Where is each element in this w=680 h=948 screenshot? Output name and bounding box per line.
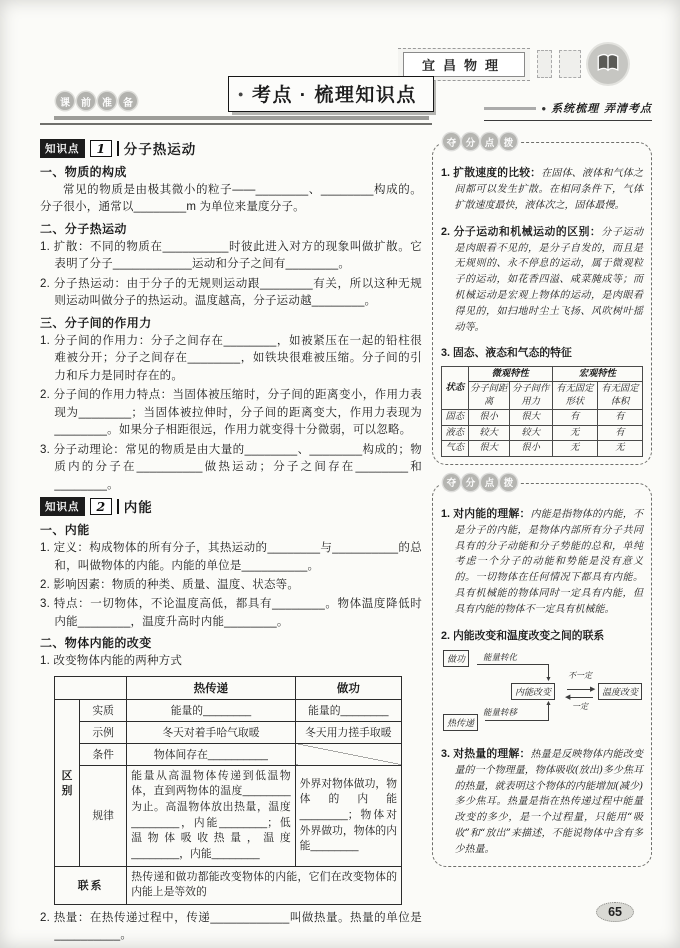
filmstrip-segment	[559, 50, 581, 78]
page-number: 65	[596, 902, 634, 922]
knowledge-point-2-header	[40, 496, 422, 516]
cell-state: 气态	[442, 441, 469, 457]
row-group-label: 区别	[55, 699, 80, 866]
knowledge-point-number: 1	[90, 140, 113, 157]
tip-lead: 2. 分子运动和机械运动的区别：	[441, 225, 602, 238]
knowledge-point-badge: 知识点	[40, 139, 85, 158]
state-table-header-state: 状态	[442, 366, 469, 410]
cell-example-work: 冬天用力搓手取暖	[295, 721, 401, 743]
row-label-condition: 条件	[80, 743, 127, 765]
bullet-icon: ●	[238, 88, 245, 99]
page-subtitle: 系统梳理 弄清考点	[551, 102, 652, 115]
diagram-box-temperature-change: 温度改变	[598, 683, 642, 700]
badge-char-circle: 点	[481, 133, 498, 150]
cell-shape: 无	[552, 441, 597, 457]
page-subtitle-row	[484, 100, 652, 121]
cell-state: 液态	[442, 425, 469, 441]
tip-item	[441, 746, 643, 858]
logo-char-circle: 备	[119, 92, 137, 110]
cell-essence-work: 能量的________	[295, 699, 401, 721]
knowledge-point-number: 2	[90, 498, 113, 515]
decor-line-thin	[40, 123, 432, 125]
column-header-heat-transfer: 热传递	[127, 676, 295, 699]
badge-char-circle: 分	[462, 474, 479, 491]
connector-line	[567, 697, 593, 698]
sidebar-column	[432, 136, 652, 918]
state-table-header-volume: 有无固定体积	[597, 382, 642, 410]
tips-badge	[440, 133, 520, 150]
cell-distance: 很大	[468, 441, 509, 457]
decor-dash-line	[484, 107, 536, 110]
logo-char-circle: 准	[98, 92, 116, 110]
knowledge-point-1-header	[40, 138, 422, 158]
tips-box-molecular-motion	[432, 137, 652, 465]
knowledge-point-title: 分子热运动	[123, 142, 197, 157]
section-heading: 二、分子热运动	[40, 221, 127, 236]
list-item: 3. 分子动理论：常见的物质是由大量的________、________构成的；物质内的分子在__________做热运动；分子之间存在________和________。	[40, 443, 422, 491]
cell-distance: 较大	[468, 425, 509, 441]
diagram-label-energy-conversion: 能量转化	[483, 652, 518, 663]
list-item: 2. 分子热运动：由于分子的无规则运动跟________有关，所以这种无规则运动叫做分子的热运动。温度越高，分子运动越________。	[40, 277, 422, 308]
tip-text: 热量是反映物体内能改变量的一个物理量，物体吸收(放出)多少焦耳的热量，就表明这个物体的内能增加(减少)多少焦耳。热量是指在热传递过程中能量改变的多少，是一个过程量，只能用“吸收”和“放出”来描述，不能说物体中含有多少热量。	[454, 748, 643, 855]
diagram-label-certainly: 一定	[572, 701, 588, 711]
logo-char-circle: 课	[56, 92, 74, 110]
section-heading: 一、内能	[40, 523, 90, 538]
tip-lead: 1. 对内能的理解：	[441, 507, 531, 520]
page-title: 考点 · 梳理知识点	[251, 85, 417, 106]
decor-line-thick	[54, 116, 429, 120]
state-table-header-micro: 微观特性	[468, 366, 552, 382]
row-label-relation: 联系	[55, 866, 127, 904]
state-table-header-macro: 宏观特性	[552, 366, 642, 382]
list-item: 3. 特点：一切物体，不论温度高低，都具有________。物体温度降低时内能________，温度升高时内能________。	[40, 598, 422, 628]
cell-force: 较大	[509, 425, 552, 441]
tip-lead: 3. 固态、液态和气态的特征	[441, 347, 572, 360]
cell-volume: 有	[597, 410, 642, 426]
row-label-essence: 实质	[80, 699, 127, 721]
states-of-matter-table	[441, 366, 643, 457]
cell-force: 很大	[509, 410, 552, 426]
tip-item	[441, 506, 643, 618]
cell-volume: 有	[597, 425, 642, 441]
content-area	[40, 136, 652, 942]
divider	[117, 141, 119, 156]
table-row	[442, 441, 643, 457]
tip-lead: 3. 对热量的理解：	[441, 747, 531, 760]
tip-text: 分子运动是肉眼看不见的，是分子自发的，而且是无规则的、永不停息的运动，属于微观粒子的运动，如花香四溢、咸菜腌成等；而机械运动是宏观上物体的运动，是肉眼看得见的，如扫地时尘土飞扬、风吹树叶摇动等。	[454, 226, 643, 333]
list-item: 2. 热量：在热传递过程中，传递____________叫做热量。热量的单位是__________。	[40, 911, 422, 942]
cell-state: 固态	[442, 410, 469, 426]
cell-law-heat: 能量从高温物体传递到低温物体，直到两物体的温度________为止。高温物体放出热量，温度________，内能________；低温物体吸收热量，温度________，内能________	[127, 765, 295, 866]
divider	[117, 499, 119, 514]
arrow-right-icon: ▶	[590, 685, 596, 693]
brand-label: 宜昌物理	[403, 52, 525, 77]
badge-char-circle: 分	[462, 133, 479, 150]
cell-example-heat: 冬天对着手哈气取暖	[127, 721, 295, 743]
badge-char-circle: 拨	[500, 133, 517, 150]
tip-text: 在固体、液体和气体之间都可以发生扩散。在相同条件下，气体扩散速度最快，液体次之，固体最慢。	[454, 168, 643, 211]
connector-line	[477, 664, 549, 665]
state-table-header-shape: 有无固定形状	[552, 382, 597, 410]
state-table-header-force: 分子间作用力	[509, 382, 552, 410]
column-header-work: 做功	[295, 676, 401, 699]
diagram-label-energy-transfer: 能量转移	[483, 707, 518, 718]
badge-char-circle: 拨	[500, 474, 517, 491]
lesson-stage-logo	[56, 92, 137, 110]
logo-char-circle: 前	[77, 92, 95, 110]
cell-essence-heat: 能量的________	[127, 699, 295, 721]
section-heading: 三、分子间的作用力	[40, 315, 152, 330]
cell-condition-heat: 物体间存在__________	[127, 743, 295, 765]
diagram-box-work: 做功	[443, 650, 469, 667]
row-label-example: 示例	[80, 721, 127, 743]
tip-lead: 2. 内能改变和温度改变之间的联系	[441, 629, 605, 642]
cell-force: 很小	[509, 441, 552, 457]
cell-shape: 无	[552, 425, 597, 441]
book-icon	[588, 44, 628, 84]
tips-box-internal-energy	[432, 478, 652, 867]
list-item: 1. 定义：构成物体的所有分子，其热运动的________与__________的总和，叫做物体的内能。内能的单位是__________。	[40, 542, 422, 572]
tip-item	[441, 165, 643, 214]
internal-energy-comparison-table	[54, 676, 402, 905]
badge-char-circle: 点	[481, 474, 498, 491]
diagram-box-heat-transfer: 热传递	[443, 714, 478, 731]
table-corner-cell	[55, 676, 127, 699]
list-item: 2. 影响因素：物质的种类、质量、温度、状态等。	[40, 578, 300, 591]
cell-condition-work-empty	[295, 743, 401, 765]
main-column	[40, 136, 422, 942]
section-heading: 二、物体内能的改变	[40, 636, 152, 651]
list-item: 1. 扩散：不同的物质在__________时彼此进入对方的现象叫做扩散。它表明了分子____________运动和分子之间有________。	[40, 240, 422, 271]
section-heading: 一、物质的构成	[40, 165, 127, 179]
list-item: 2. 分子间的作用力特点：当固体被压缩时，分子间的距离变小，作用力表现为________；当固体被拉伸时，分子间的距离变大，作用力表现为________。如果分子相距很远，作用力就变得十分微弱，可以忽略。	[40, 389, 422, 437]
diagram-box-internal-energy-change: 内能改变	[511, 683, 555, 700]
row-label-law: 规律	[80, 765, 127, 866]
cell-relation: 热传递和做功都能改变物体的内能，它们在改变物体的内能上是等效的	[127, 866, 402, 904]
connector-line	[485, 720, 549, 721]
page-title-box	[228, 76, 434, 112]
arrow-left-icon: ◀	[565, 693, 571, 701]
arrow-up-icon: ▲	[545, 699, 552, 707]
list-item: 1. 分子间的作用力：分子之间存在________，如被紧压在一起的铅柱很难被分开；分子之间存在________，如铁块很难被压缩。分子间的引力和斥力是同时存在的。	[40, 334, 422, 382]
section-header	[40, 84, 652, 136]
cell-shape: 有	[552, 410, 597, 426]
arrow-down-icon: ▼	[545, 675, 552, 683]
cell-distance: 很小	[468, 410, 509, 426]
cell-volume: 无	[597, 441, 642, 457]
energy-change-diagram	[441, 648, 643, 736]
table-row	[442, 410, 643, 426]
knowledge-point-badge: 知识点	[40, 497, 85, 516]
fill-blank-paragraph: 常见的物质是由极其微小的粒子——________、________构成的。分子很小，通常以________m 为单位来量度分子。	[40, 184, 422, 214]
filmstrip-segment	[537, 50, 552, 78]
tip-item	[441, 345, 643, 362]
tip-item	[441, 628, 643, 645]
badge-char-circle: 夺	[443, 474, 460, 491]
badge-char-circle: 夺	[443, 133, 460, 150]
list-item: 1. 改变物体内能的两种方式	[40, 655, 183, 668]
tip-item	[441, 224, 643, 336]
knowledge-point-title: 内能	[123, 500, 153, 516]
tip-lead: 1. 扩散速度的比较：	[441, 167, 542, 179]
tip-text: 内能是指物体的内能，不是分子的内能，是物体内部所有分子共同具有的分子动能和分子势能的总和，单纯考虑一个分子的动能和势能是没有意义的。一切物体在任何情况下都具有内能。具有机械能的物体同时一定具有内能，但具有内能的物体不一定具有机械能。	[454, 508, 643, 615]
cell-law-work: 外界对物体做功，物体的内能________；物体对外界做功，物体的内能________	[295, 765, 401, 866]
state-table-header-distance: 分子间距离	[468, 382, 509, 410]
bullet-icon: ●	[541, 103, 547, 113]
diagram-label-not-necessarily: 不一定	[568, 670, 592, 680]
table-row	[442, 425, 643, 441]
tips-badge	[440, 474, 520, 491]
